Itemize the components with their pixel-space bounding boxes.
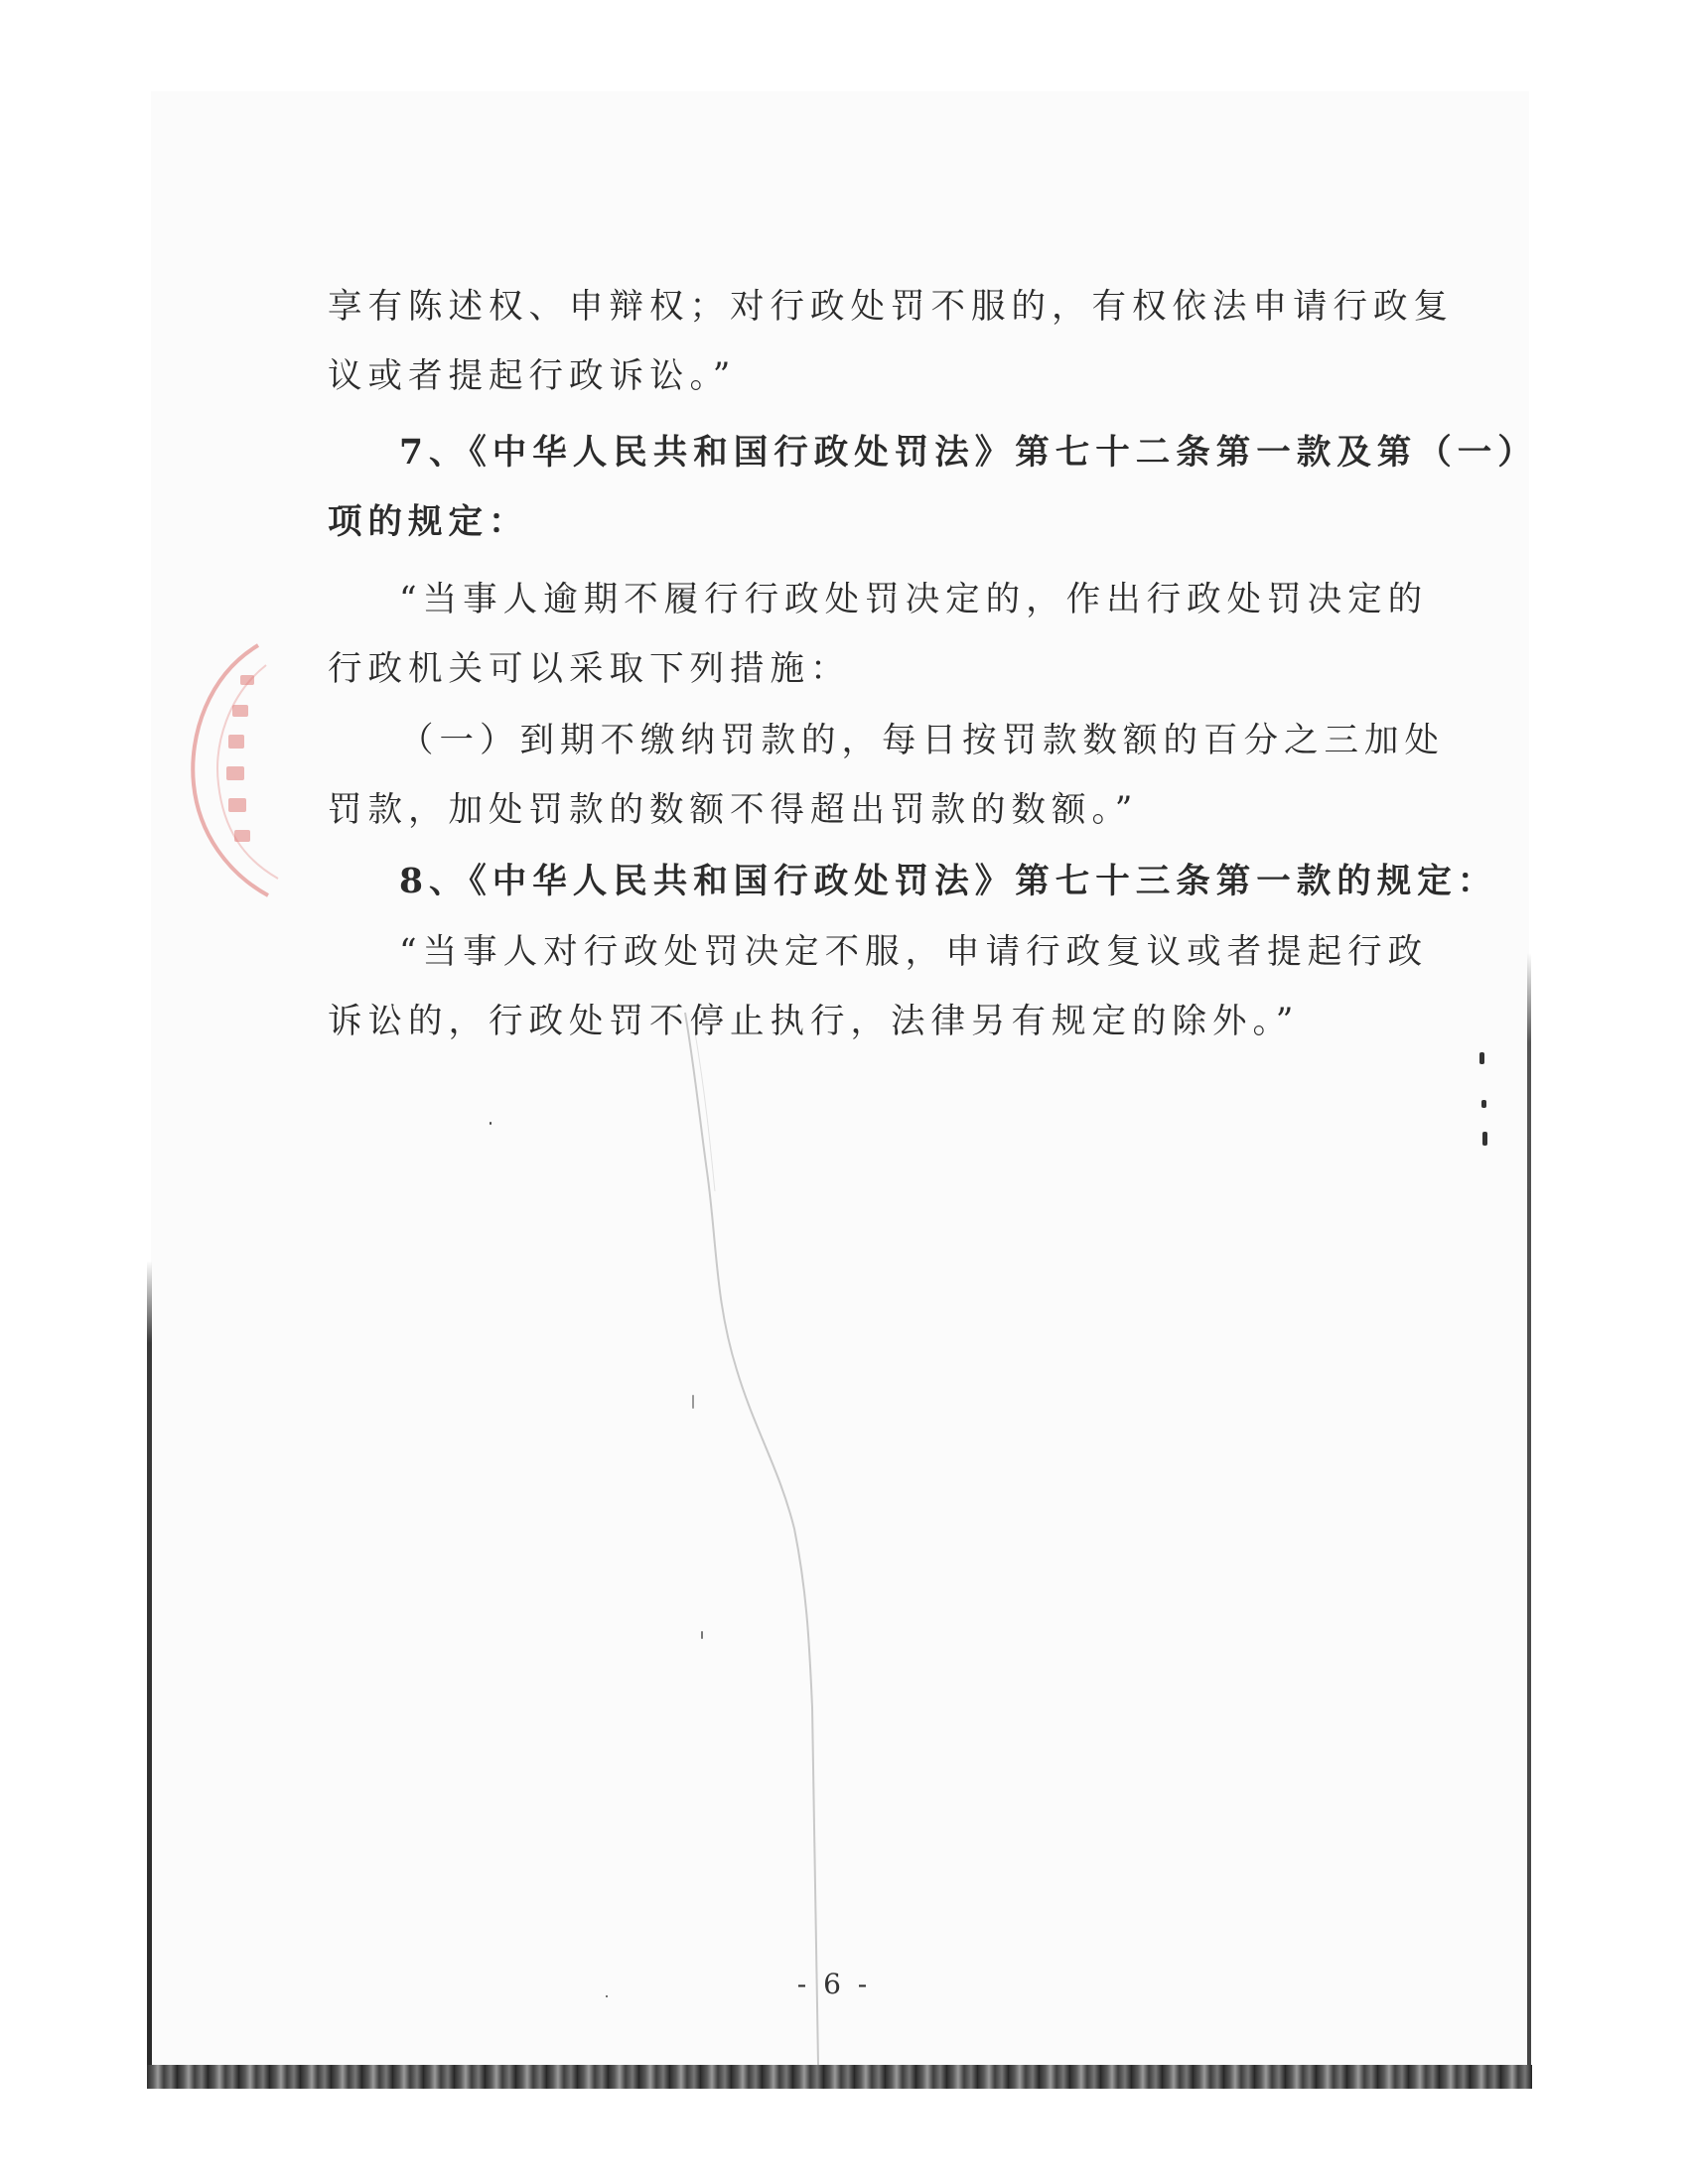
edge-mark — [1479, 1052, 1484, 1064]
section-heading: 项的规定： — [328, 502, 529, 542]
text-line: 议或者提起行政诉讼。” — [328, 356, 737, 396]
scan-speck — [701, 1631, 703, 1639]
section-heading: 8、《中华人民共和国行政处罚法》第七十三条第一款的规定： — [399, 862, 1498, 901]
scan-speck — [490, 1122, 492, 1125]
sheet-bottom-edge — [147, 2065, 1532, 2089]
text-line: “当事人逾期不履行行政处罚决定的，作出行政处罚决定的 — [399, 580, 1429, 619]
edge-mark — [1481, 1100, 1486, 1108]
section-heading: 7、《中华人民共和国行政处罚法》第七十二条第一款及第（一） — [399, 433, 1538, 473]
page-number: - 6 - — [796, 1968, 872, 2000]
edge-mark — [1482, 1132, 1487, 1146]
text-line: （一）到期不缴纳罚款的，每日按罚款数额的百分之三加处 — [399, 721, 1445, 760]
text-line: 罚款，加处罚款的数额不得超出罚款的数额。” — [328, 790, 1139, 830]
text-line: 行政机关可以采取下列措施： — [328, 649, 851, 689]
text-line: 诉讼的，行政处罚不停止执行，法律另有规定的除外。” — [328, 1002, 1300, 1041]
text-line: “当事人对行政处罚决定不服，申请行政复议或者提起行政 — [399, 932, 1429, 972]
sheet-right-edge-shadow — [1527, 953, 1531, 2075]
text-line: 享有陈述权、申辩权；对行政处罚不服的，有权依法申请行政复 — [328, 287, 1454, 327]
sheet-left-edge-shadow — [147, 1261, 152, 2085]
scan-speck — [692, 1395, 694, 1409]
scan-speck — [606, 1995, 608, 1997]
